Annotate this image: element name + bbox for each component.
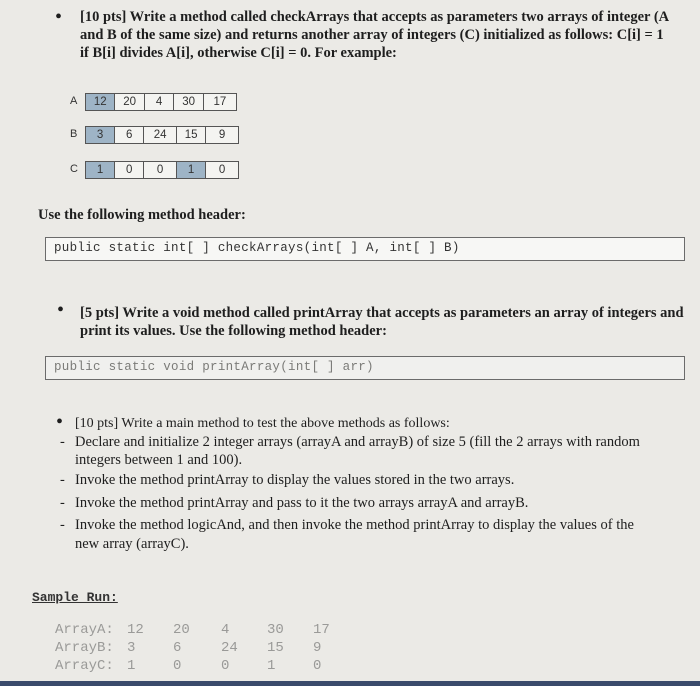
task3-item3: Invoke the method printArray and pass to it the two arrays arrayA and arrayB. bbox=[75, 495, 529, 511]
bullet-icon: • bbox=[57, 299, 65, 321]
array-a-cell: 17 bbox=[213, 96, 227, 108]
task3-item2: Invoke the method printArray to display the values stored in the two arrays. bbox=[75, 472, 515, 488]
sample-output bbox=[55, 622, 355, 680]
array-a-cell: 30 bbox=[174, 94, 203, 110]
array-c-label: C bbox=[70, 163, 78, 175]
array-c-cell: 1 bbox=[86, 162, 115, 178]
array-b-row bbox=[85, 126, 239, 144]
task1-line3: if B[i] divides A[i], otherwise C[i] = 0. For example: bbox=[80, 45, 397, 61]
dash-marker: - bbox=[60, 517, 65, 533]
task1-line1: [10 pts] Write a method called checkArrays that accepts as parameters two arrays of integer (A bbox=[80, 9, 670, 25]
array-b-label: B bbox=[70, 128, 78, 140]
dash-marker: - bbox=[60, 472, 65, 488]
array-c-cell: 0 bbox=[144, 162, 177, 178]
sample-value: 9 bbox=[313, 640, 322, 656]
sample-row-label: ArrayA: bbox=[55, 622, 114, 638]
array-b-cell: 6 bbox=[115, 127, 144, 143]
array-a-cell: 12 bbox=[86, 94, 115, 110]
checkarrays-header-code: public static int[ ] checkArrays(int[ ] A, int[ ] B) bbox=[45, 237, 685, 261]
dash-marker: - bbox=[60, 495, 65, 511]
array-b-cell: 9 bbox=[218, 129, 226, 141]
task3-item4-line1: Invoke the method logicAnd, and then invoke the method printArray to display the values of the bbox=[75, 517, 634, 533]
array-a-row bbox=[85, 93, 237, 111]
array-c-cell: 0 bbox=[218, 164, 226, 176]
task2-line1: [5 pts] Write a void method called printArray that accepts as parameters an array of integers and bbox=[80, 305, 684, 321]
sample-value: 0 bbox=[173, 658, 182, 674]
dash-marker: - bbox=[60, 434, 65, 450]
sample-value: 15 bbox=[267, 640, 284, 656]
sample-value: 24 bbox=[221, 640, 238, 656]
sample-value: 1 bbox=[267, 658, 276, 674]
task3-line1: [10 pts] Write a main method to test the above methods as follows: bbox=[75, 416, 450, 431]
array-c-cell: 1 bbox=[177, 162, 206, 178]
array-b-cell: 24 bbox=[144, 127, 177, 143]
sample-value: 4 bbox=[221, 622, 230, 638]
array-a-cell: 4 bbox=[145, 94, 174, 110]
sample-value: 17 bbox=[313, 622, 330, 638]
bullet-icon: • bbox=[55, 6, 63, 28]
sample-value: 1 bbox=[127, 658, 136, 674]
example-arrays bbox=[60, 93, 260, 183]
task3-item1-line2: integers between 1 and 100). bbox=[75, 452, 243, 468]
bullet-icon: • bbox=[56, 411, 64, 433]
task3-item1-line1: Declare and initialize 2 integer arrays (arrayA and arrayB) of size 5 (fill the 2 arrays with random bbox=[75, 434, 640, 450]
sample-value: 20 bbox=[173, 622, 190, 638]
sample-value: 0 bbox=[313, 658, 322, 674]
sample-value: 3 bbox=[127, 640, 136, 656]
bottom-edge-bar bbox=[0, 681, 700, 686]
sample-value: 30 bbox=[267, 622, 284, 638]
task1-line2: and B of the same size) and returns another array of integers (C) initialized as follows: C[i] = 1 bbox=[80, 27, 664, 43]
printarray-header-code: public static void printArray(int[ ] arr) bbox=[45, 356, 685, 380]
sample-value: 6 bbox=[173, 640, 182, 656]
array-a-label: A bbox=[70, 95, 78, 107]
array-a-cell: 20 bbox=[115, 94, 144, 110]
sample-run-title: Sample Run: bbox=[32, 590, 118, 605]
sample-value: 0 bbox=[221, 658, 230, 674]
task3-item4-line2: new array (arrayC). bbox=[75, 536, 189, 552]
array-b-cell: 3 bbox=[86, 127, 115, 143]
task2-line2: print its values. Use the following method header: bbox=[80, 323, 387, 339]
array-c-row bbox=[85, 161, 239, 179]
array-c-cell: 0 bbox=[115, 162, 144, 178]
sample-row-label: ArrayB: bbox=[55, 640, 114, 656]
method-header-intro: Use the following method header: bbox=[38, 207, 246, 223]
array-b-cell: 15 bbox=[177, 127, 206, 143]
sample-row-label: ArrayC: bbox=[55, 658, 114, 674]
sample-value: 12 bbox=[127, 622, 144, 638]
